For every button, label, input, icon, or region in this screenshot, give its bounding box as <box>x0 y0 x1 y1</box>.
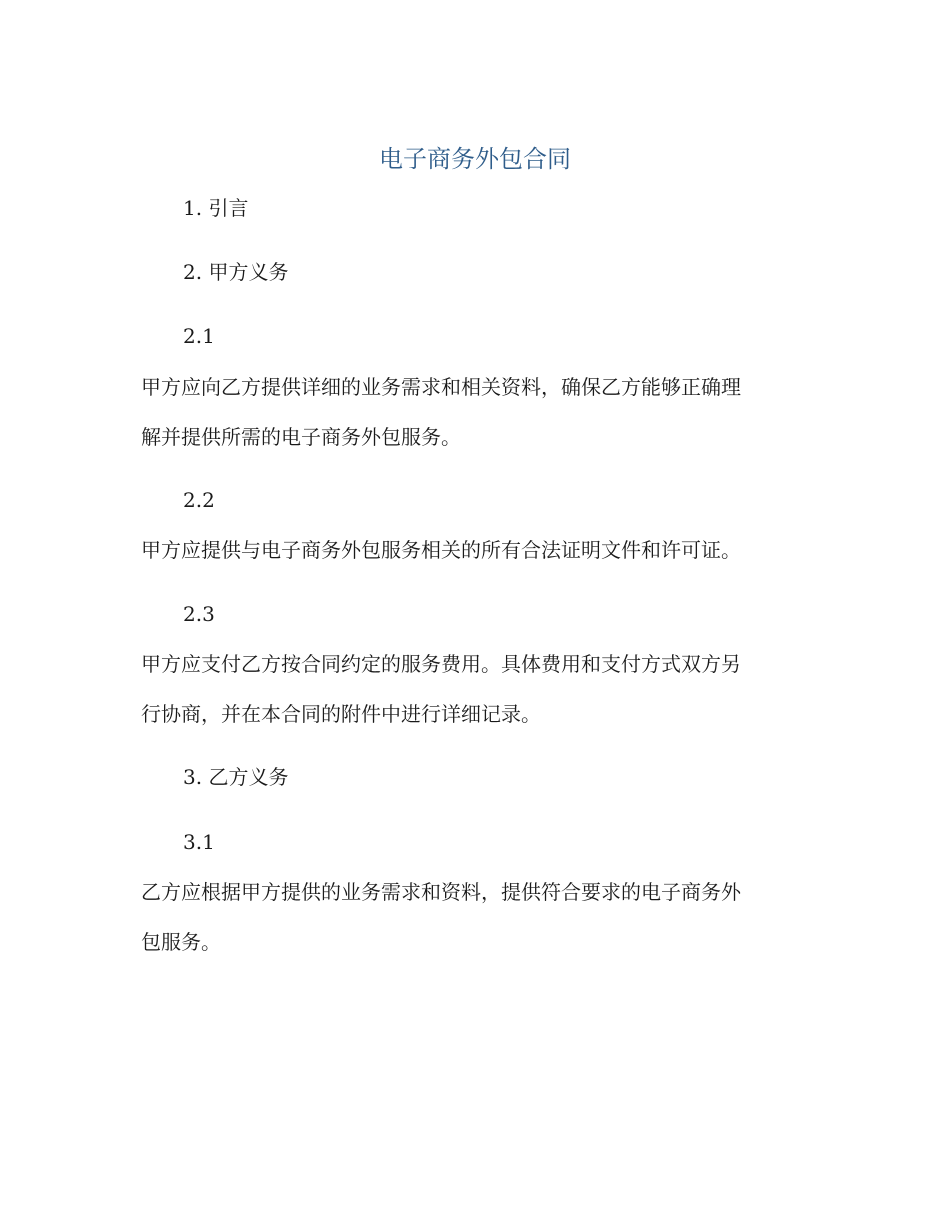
paragraph-line: 甲方应支付乙方按合同约定的服务费用。具体费用和支付方式双方另 <box>141 652 741 676</box>
paragraph-line: 解并提供所需的电子商务外包服务。 <box>141 425 461 449</box>
clause-number-2-3: 2.3 <box>183 602 215 626</box>
clause-2-3-text <box>141 639 821 739</box>
section-heading-1: 1. 引言 <box>183 196 249 220</box>
clause-number-3-1: 3.1 <box>183 830 215 854</box>
paragraph-line: 行协商，并在本合同的附件中进行详细记录。 <box>141 702 541 726</box>
paragraph-line: 甲方应提供与电子商务外包服务相关的所有合法证明文件和许可证。 <box>141 538 741 562</box>
clause-number-2-2: 2.2 <box>183 488 215 512</box>
clause-2-1-text <box>141 362 821 462</box>
clause-2-2-text <box>141 525 821 575</box>
clause-3-1-text <box>141 867 821 967</box>
section-heading-3: 3. 乙方义务 <box>183 765 289 789</box>
clause-number-2-1: 2.1 <box>183 324 215 348</box>
paragraph-line: 包服务。 <box>141 930 221 954</box>
section-heading-2: 2. 甲方义务 <box>183 260 289 284</box>
document-title: 电子商务外包合同 <box>379 145 571 173</box>
paragraph-line: 乙方应根据甲方提供的业务需求和资料，提供符合要求的电子商务外 <box>141 880 741 904</box>
paragraph-line: 甲方应向乙方提供详细的业务需求和相关资料，确保乙方能够正确理 <box>141 375 741 399</box>
